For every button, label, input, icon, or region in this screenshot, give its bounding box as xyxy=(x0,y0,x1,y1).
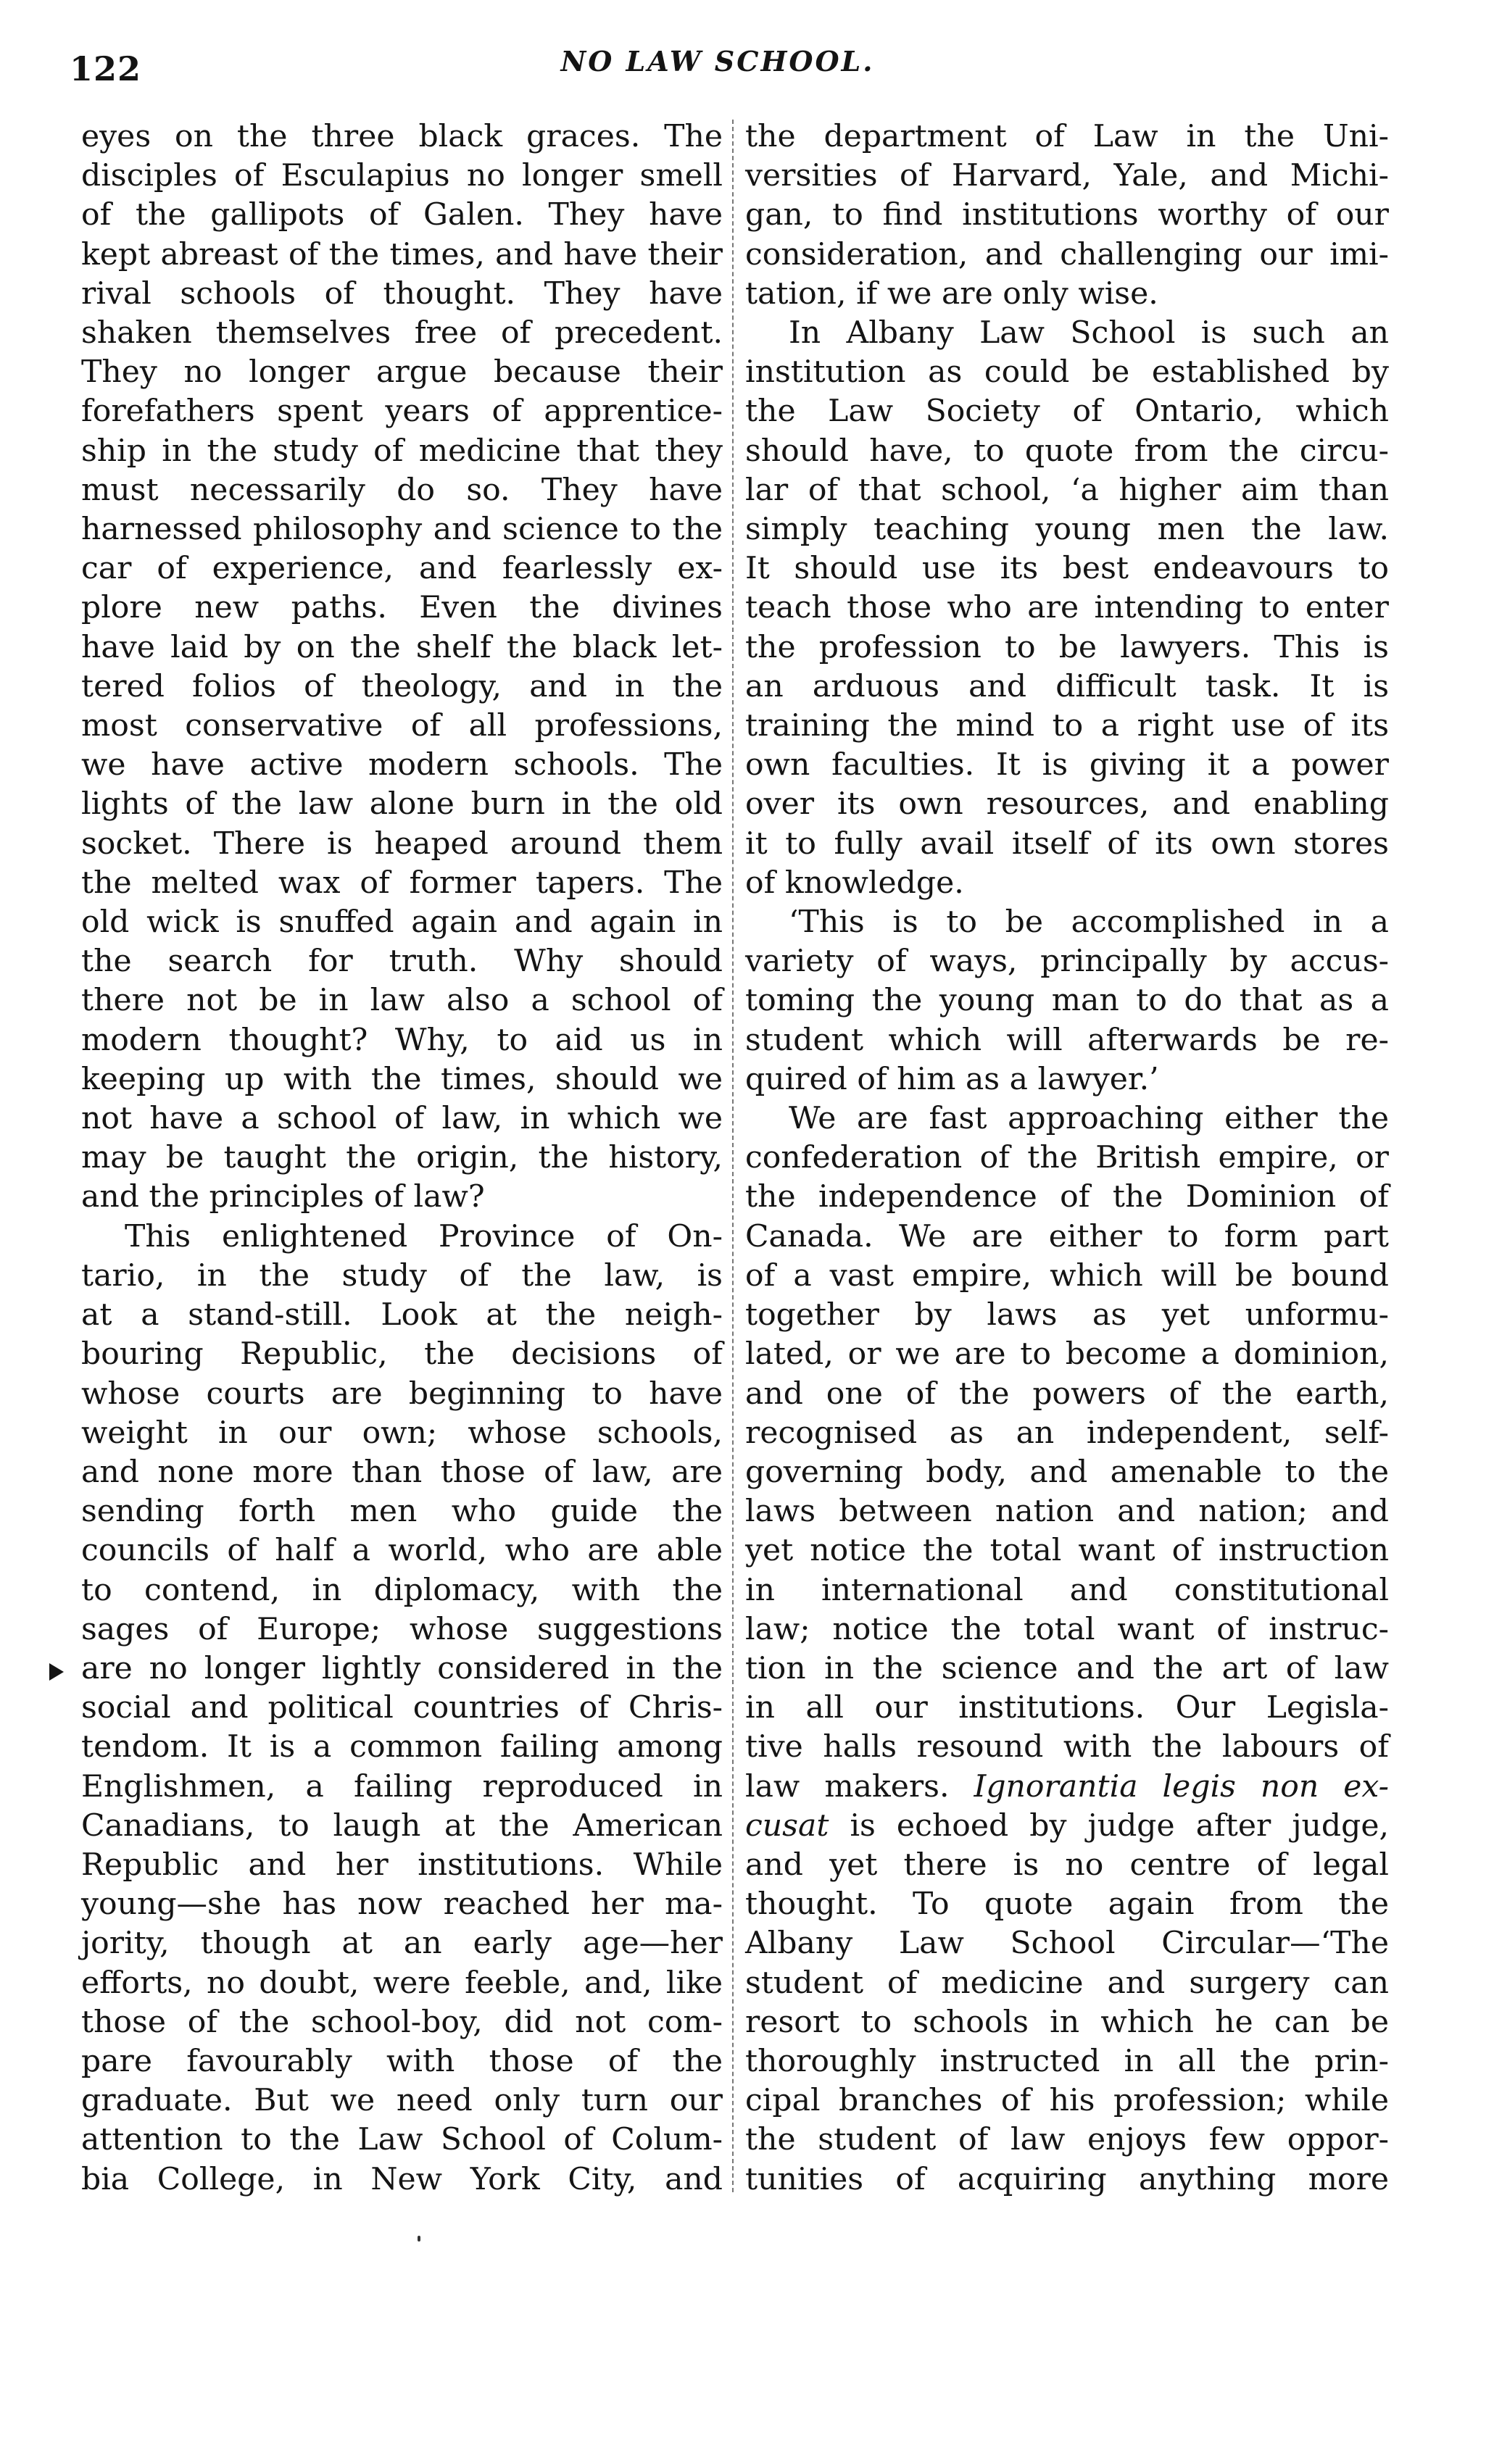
text-line: shaken themselves free of precedent. xyxy=(81,315,723,351)
paragraph-end-line: quired of him as a lawyer.’ xyxy=(745,1061,1159,1097)
left-column xyxy=(81,117,723,2199)
text-line: there not be in law also a school of xyxy=(81,983,723,1019)
paragraph-start-line: This enlightened Province of On- xyxy=(125,1218,723,1254)
text-line: Canadians, to laugh at the American xyxy=(81,1807,723,1844)
text-line: lights of the law alone burn in the old xyxy=(81,786,723,823)
text-line: variety of ways, principally by accus- xyxy=(745,944,1389,980)
text-line: and yet there is no centre of legal xyxy=(745,1847,1389,1883)
text-line: it to fully avail itself of its own stores xyxy=(745,825,1389,862)
text-line: in international and constitutional xyxy=(745,1572,1389,1608)
text-line: keeping up with the times, should we xyxy=(81,1061,723,1097)
text-line: attention to the Law School of Colum- xyxy=(81,2122,723,2158)
text-line: at a stand-still. Look at the neigh- xyxy=(81,1297,723,1333)
text-fragment: is echoed by judge after judge, xyxy=(850,1807,1389,1844)
text-line: Canada. We are either to form part xyxy=(745,1218,1389,1254)
text-line: and one of the powers of the earth, xyxy=(745,1375,1389,1412)
text-line: tunities of acquiring anything more xyxy=(745,2161,1389,2197)
text-line: of the gallipots of Galen. They have xyxy=(81,197,723,233)
text-line: the Law Society of Ontario, which xyxy=(745,394,1389,430)
text-line: forefathers spent years of apprentice- xyxy=(81,394,723,430)
text-line: should have, to quote from the circu- xyxy=(745,433,1389,469)
text-line: over its own resources, and enabling xyxy=(745,786,1389,823)
text-line: most conservative of all professions, xyxy=(81,708,723,744)
text-line: gan, to find institutions worthy of our xyxy=(745,197,1389,233)
text-line: lar of that school, ‘a higher aim than xyxy=(745,472,1389,508)
text-line: to contend, in diplomacy, with the xyxy=(81,1572,723,1608)
text-line: socket. There is heaped around them xyxy=(81,825,723,862)
text-line: whose courts are beginning to have xyxy=(81,1375,723,1412)
text-line: resort to schools in which he can be xyxy=(745,2004,1389,2040)
margin-ink-mark xyxy=(49,1663,64,1681)
text-line: simply teaching young men the law. xyxy=(745,512,1389,548)
text-line: own faculties. It is giving it a power xyxy=(745,747,1389,783)
text-line: the search for truth. Why should xyxy=(81,944,723,980)
text-line: jority, though at an early age—her xyxy=(81,1926,723,1962)
text-line: recognised as an independent, self- xyxy=(745,1415,1389,1451)
text-line: lated, or we are to become a dominion, xyxy=(745,1336,1389,1373)
paragraph-start-line: ‘This is to be accomplished in a xyxy=(789,904,1389,941)
text-line: old wick is snuffed again and again in xyxy=(81,904,723,941)
right-column xyxy=(745,117,1389,2199)
text-line: student which will afterwards be re- xyxy=(745,1022,1389,1058)
text-line: an arduous and difficult task. It is xyxy=(745,668,1389,704)
text-line: not have a school of law, in which we xyxy=(81,1101,723,1137)
text-line: in all our institutions. Our Legisla- xyxy=(745,1690,1389,1726)
text-line: sending forth men who guide the xyxy=(81,1494,723,1530)
text-line: and none more than those of law, are xyxy=(81,1454,723,1490)
text-line: cipal branches of his profession; while xyxy=(745,2083,1389,2119)
text-line: consideration, and challenging our imi- xyxy=(745,236,1389,272)
text-line: we have active modern schools. The xyxy=(81,747,723,783)
text-line: the independence of the Dominion of xyxy=(745,1179,1389,1215)
ink-speck xyxy=(418,2236,420,2242)
text-line: must necessarily do so. They have xyxy=(81,472,723,508)
text-line: They no longer argue because their xyxy=(81,354,723,391)
text-fragment: law makers. xyxy=(745,1768,950,1805)
text-line: the melted wax of former tapers. The xyxy=(81,865,723,901)
text-line: those of the school-boy, did not com- xyxy=(81,2004,723,2040)
text-line: social and political countries of Chris- xyxy=(81,1690,723,1726)
text-line: may be taught the origin, the history, xyxy=(81,1140,723,1176)
text-line: law; notice the total want of instruc- xyxy=(745,1611,1389,1647)
text-line: together by laws as yet unformu- xyxy=(745,1297,1389,1333)
paragraph-end-line: and the principles of law? xyxy=(81,1179,485,1215)
text-line: have laid by on the shelf the black let- xyxy=(81,629,723,665)
latin-maxim-end: cusat xyxy=(745,1807,829,1844)
text-line: weight in our own; whose schools, xyxy=(81,1415,723,1451)
text-line: eyes on the three black graces. The xyxy=(81,119,723,154)
text-line: laws between nation and nation; and xyxy=(745,1494,1389,1530)
text-line: thought. To quote again from the xyxy=(745,1886,1389,1923)
text-line: training the mind to a right use of its xyxy=(745,708,1389,744)
paragraph-end-line: of knowledge. xyxy=(745,865,964,901)
text-line: tered folios of theology, and in the xyxy=(81,668,723,704)
text-line: teach those who are intending to enter xyxy=(745,590,1389,626)
text-line: versities of Harvard, Yale, and Michi- xyxy=(745,158,1389,194)
running-head-title: NO LAW SCHOOL. xyxy=(560,45,875,78)
text-line: tendom. It is a common failing among xyxy=(81,1729,723,1765)
text-line: plore new paths. Even the divines xyxy=(81,590,723,626)
text-line: kept abreast of the times, and have their xyxy=(81,236,723,272)
text-line: bouring Republic, the decisions of xyxy=(81,1336,723,1373)
text-line: bia College, in New York City, and xyxy=(81,2161,723,2197)
text-line: pare favourably with those of the xyxy=(81,2043,723,2079)
text-line-with-latin xyxy=(745,1807,1389,1846)
text-line: efforts, no doubt, were feeble, and, like xyxy=(81,1965,723,2001)
text-line: Englishmen, a failing reproduced in xyxy=(81,1768,723,1805)
text-line: yet notice the total want of instruction xyxy=(745,1533,1389,1569)
text-line: ship in the study of medicine that they xyxy=(81,433,723,469)
text-line: graduate. But we need only turn our xyxy=(81,2083,723,2119)
text-line: the department of Law in the Uni- xyxy=(745,119,1389,154)
text-line: are no longer lightly considered in the xyxy=(81,1650,723,1686)
text-line: disciples of Esculapius no longer smell xyxy=(81,158,723,194)
text-line: modern thought? Why, to aid us in xyxy=(81,1022,723,1058)
text-line-with-latin xyxy=(745,1768,1389,1807)
text-line: toming the young man to do that as a xyxy=(745,983,1389,1019)
text-line: councils of half a world, who are able xyxy=(81,1533,723,1569)
paragraph-end-line: tation, if we are only wise. xyxy=(745,275,1158,312)
text-line: of a vast empire, which will be bound xyxy=(745,1257,1389,1294)
text-line: tive halls resound with the labours of xyxy=(745,1729,1389,1765)
text-line: tario, in the study of the law, is xyxy=(81,1257,723,1294)
text-line: institution as could be established by xyxy=(745,354,1389,391)
text-line: rival schools of thought. They have xyxy=(81,275,723,312)
text-line: the profession to be lawyers. This is xyxy=(745,629,1389,665)
page-number: 122 xyxy=(70,49,142,88)
column-divider xyxy=(732,120,734,2192)
text-line: car of experience, and fearlessly ex- xyxy=(81,551,723,587)
text-line: thoroughly instructed in all the prin- xyxy=(745,2043,1389,2079)
text-line: harnessed philosophy and science to the xyxy=(81,512,723,548)
latin-maxim: Ignorantia legis non ex- xyxy=(974,1768,1390,1805)
text-line: tion in the science and the art of law xyxy=(745,1650,1389,1686)
text-line: confederation of the British empire, or xyxy=(745,1140,1389,1176)
text-line: Albany Law School Circular—‘The xyxy=(745,1926,1389,1962)
text-line: sages of Europe; whose suggestions xyxy=(81,1611,723,1647)
text-line: the student of law enjoys few oppor- xyxy=(745,2122,1389,2158)
text-line: governing body, and amenable to the xyxy=(745,1454,1389,1490)
paragraph-start-line: We are fast approaching either the xyxy=(789,1101,1389,1137)
text-line: It should use its best endeavours to xyxy=(745,551,1389,587)
text-line: young—she has now reached her ma- xyxy=(81,1886,723,1923)
text-line: student of medicine and surgery can xyxy=(745,1965,1389,2001)
text-line: Republic and her institutions. While xyxy=(81,1847,723,1883)
paragraph-start-line: In Albany Law School is such an xyxy=(789,315,1389,351)
